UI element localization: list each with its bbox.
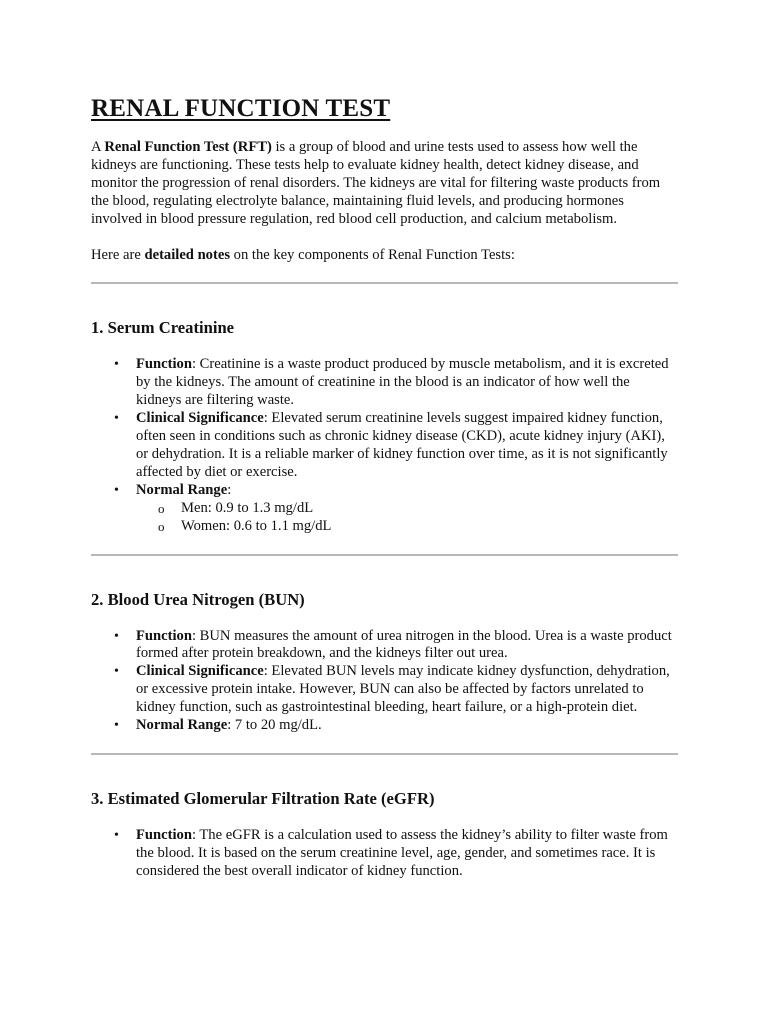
bullet-marker: • xyxy=(114,664,119,680)
bullet-list xyxy=(91,628,678,735)
page-title: RENAL FUNCTION TEST xyxy=(91,95,391,122)
item-label: Clinical Significance xyxy=(136,663,264,680)
item-label: Function xyxy=(136,356,192,373)
item-label: Normal Range xyxy=(136,717,228,734)
item-text: : Elevated BUN levels may indicate kidney dysfunction, dehydration, or excessive protein intake. However, BUN can also be affected by factors unrelated to kidney function, such as gastrointestinal bleeding, heart failure, or a high-protein diet. xyxy=(136,663,670,716)
section-title: 3. Estimated Glomerular Filtration Rate (eGFR) xyxy=(91,788,435,808)
section-title: 1. Serum Creatinine xyxy=(91,318,235,338)
item-label: Function xyxy=(136,627,192,644)
divider xyxy=(91,753,678,755)
section-blood-urea-nitrogen xyxy=(91,590,678,735)
lead-paragraph xyxy=(91,247,678,265)
item-label: Normal Range xyxy=(136,481,228,498)
section-title: 2. Blood Urea Nitrogen (BUN) xyxy=(91,589,305,609)
list-item xyxy=(114,627,678,664)
bullet-list xyxy=(91,356,678,535)
list-item xyxy=(114,356,678,410)
intro-prefix: A xyxy=(91,139,105,155)
lead-bold-term: detailed notes xyxy=(144,246,231,263)
sub-bullet-marker: o xyxy=(158,500,165,516)
bullet-marker: • xyxy=(114,628,119,644)
bullet-list xyxy=(91,827,678,881)
bullet-marker: • xyxy=(114,411,119,427)
bullet-marker: • xyxy=(114,827,119,843)
item-label: Clinical Significance xyxy=(136,410,264,427)
sub-bullet-marker: o xyxy=(158,518,165,534)
intro-paragraph xyxy=(91,139,678,229)
bullet-marker: • xyxy=(114,718,119,734)
item-text: : Elevated serum creatinine levels suggest impaired kidney function, often seen in conditions such as chronic kidney disease (CKD), acute kidney injury (AKI), or dehydration. It is a reliable marker of kidney function over time, as it is not significantly affected by diet or exercise. xyxy=(136,410,668,480)
divider xyxy=(91,282,678,284)
sub-item-text: Men: 0.9 to 1.3 mg/dL xyxy=(181,499,314,516)
sub-item-text: Women: 0.6 to 1.1 mg/dL xyxy=(181,517,332,534)
lead-prefix: Here are xyxy=(91,246,145,263)
intro-text: is a group of blood and urine tests used to assess how well the kidneys are functioning. These tests help to evaluate kidney health, detect kidney disease, and monitor the progression of renal disorders. The kidneys are vital for filtering waste products from the blood, regulating electrolyte balance, maintaining fluid levels, and producing hormones involved in blood pressure regulation, red blood cell production, and calcium metabolism. xyxy=(91,139,661,227)
list-item xyxy=(114,717,678,735)
bullet-marker: • xyxy=(114,482,119,498)
bullet-marker: • xyxy=(114,357,119,373)
section-egfr xyxy=(91,789,678,881)
sub-list xyxy=(136,500,678,536)
lead-text: on the key components of Renal Function Tests: xyxy=(230,246,515,263)
list-item xyxy=(114,826,678,881)
sub-list-item xyxy=(158,499,678,518)
item-text: : BUN measures the amount of urea nitrogen in the blood. Urea is a waste product formed after protein breakdown, and the kidneys filter out urea. xyxy=(136,627,672,662)
intro-bold-term: Renal Function Test (RFT) xyxy=(104,139,272,155)
section-serum-creatinine xyxy=(91,318,678,535)
item-label: Function xyxy=(136,826,192,843)
item-text: : 7 to 20 mg/dL. xyxy=(227,717,322,734)
sub-list-item xyxy=(158,517,678,536)
item-text: : xyxy=(227,481,232,498)
item-text: : The eGFR is a calculation used to assess the kidney’s ability to filter waste from the blood. It is based on the serum creatinine level, age, gender, and sometimes race. It is considered the best overall indicator of kidney function. xyxy=(136,826,668,879)
item-text: : Creatinine is a waste product produced by muscle metabolism, and it is excreted by the kidneys. The amount of creatinine in the blood is an indicator of how well the kidneys are filtering waste. xyxy=(136,356,669,409)
list-item xyxy=(114,481,678,536)
list-item xyxy=(114,663,678,717)
list-item xyxy=(114,410,678,482)
divider xyxy=(91,554,678,556)
